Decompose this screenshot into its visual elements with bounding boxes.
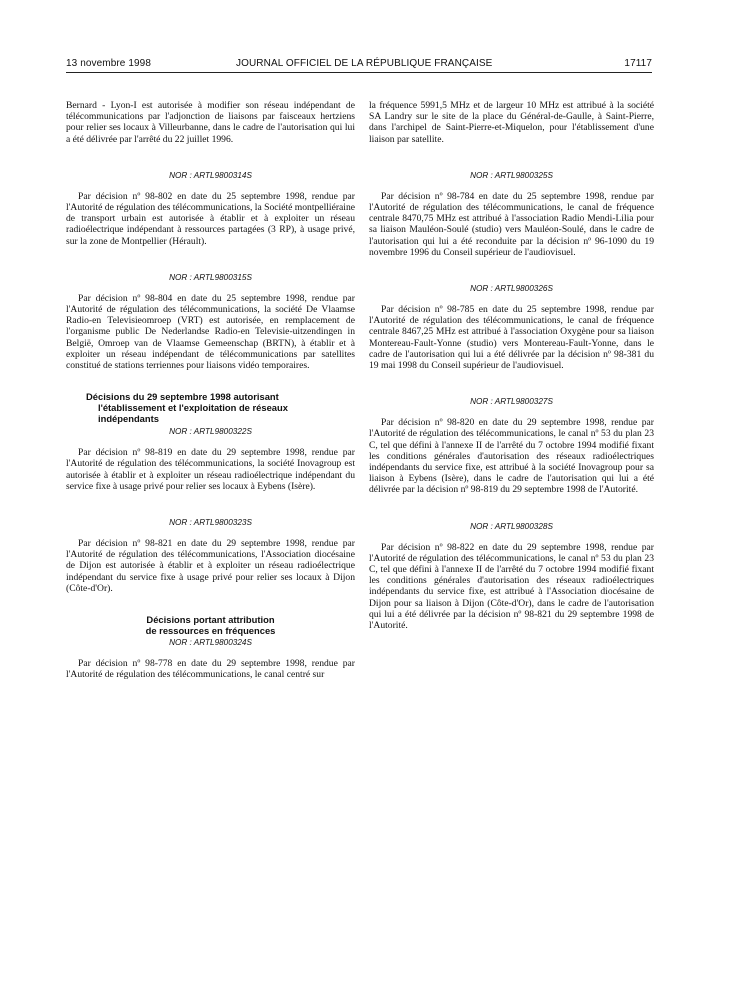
nor-reference: NOR : ARTL9800314S xyxy=(169,170,252,180)
section-heading: Décisions du 29 septembre 1998 autorisant l'établissement et l'exploitation de réseaux indépendants xyxy=(86,391,288,425)
paragraph: la fréquence 5991,5 MHz et de largeur 10 MHz est attribué à la société SA Landry sur le site de la place du Général-de-Gaulle, à Saint-Pierre, dans l'archipel de Saint-Pierre-et-Miquelon, pour l'établissement d'une liaison par satellite. xyxy=(369,100,654,145)
section-heading: Décisions portant attribution de ressources en fréquences xyxy=(145,614,276,637)
nor-reference: NOR : ARTL9800323S xyxy=(169,518,252,528)
nor-reference: NOR : ARTL9800315S xyxy=(169,272,252,282)
paragraph: Par décision nº 98-804 en date du 25 septembre 1998, rendue par l'Autorité de régulation des télécommunications, la société De Vlaamse Radio-en Televisieomroep (VRT) est autorisée, en remplacement de l'organisme public De Nederlandse Radio-en Televisie-uitzendingen in België, Omroep van de Vlaamse Gemeenschap (BRTN), à établir et à exploiter un réseau indépendant de télécommunications par satellites constitué de stations terriennes pour liaisons vidéo temporaires. xyxy=(66,292,355,372)
left-column xyxy=(66,100,355,680)
nor-reference: NOR : ARTL9800322S xyxy=(169,427,252,437)
paragraph: Par décision nº 98-820 en date du 29 septembre 1998, rendue par l'Autorité de régulation des télécommunications, le canal nº 53 du plan 23 C, tel que défini à l'annexe II de l'arrêté du 7 octobre 1994 modifié fixant les conditions générales d'autorisation des réseaux radioélectriques indépendants du service fixe, est attribué à la société Inovagroup pour sa liaison à Eybens (Isère), dans le cadre de l'autorisation qui lui a été délivrée par la décision nº 98-819 du 29 septembre 1998 de l'Autorité. xyxy=(369,417,654,496)
paragraph: Par décision nº 98-821 en date du 29 septembre 1998, rendue par l'Autorité de régulation des télécommunications, l'Association diocésaine de Dijon est autorisée à établir et à exploiter un réseau radioélectrique indépendant du service fixe à usage privé pour relier ses locaux à Dijon (Côte-d'Or). xyxy=(66,538,355,594)
nor-reference: NOR : ARTL9800328S xyxy=(470,521,553,531)
nor-reference: NOR : ARTL9800325S xyxy=(470,170,553,180)
nor-reference: NOR : ARTL9800327S xyxy=(470,397,553,407)
paragraph: Par décision nº 98-784 en date du 25 septembre 1998, rendue par l'Autorité de régulation des télécommunications, le canal de fréquence centrale 8470,75 MHz est attribué à l'association Radio Mendi-Lilia pour sa liaison Mauléon-Soulé (studio) vers Mauléon-Soulé, dans le cadre de l'autorisation qui lui a été reconduite par la décision nº 96-1090 du 19 novembre 1996 du Conseil supérieur de l'audiovisuel. xyxy=(369,190,654,258)
header-rule xyxy=(66,72,652,73)
header-date: 13 novembre 1998 xyxy=(66,58,151,69)
paragraph: Bernard - Lyon-I est autorisée à modifier son réseau indépendant de télécommunications par l'adjonction de liaisons par faisceaux hertziens pour relier ses locaux à Villeurbanne, dans le cadre de l'autorisation qui lui a été délivrée par l'arrêté du 22 juillet 1996. xyxy=(66,100,355,145)
paragraph: Par décision nº 98-822 en date du 29 septembre 1998, rendue par l'Autorité de régulation des télécommunications, le canal nº 53 du plan 23 C, tel que défini à l'annexe II de l'arrêté du 7 octobre 1994 modifié fixant les conditions générales d'autorisation des réseaux radioélectriques indépendants du service fixe, est attribué à l'Association diocésaine de Dijon pour sa liaison à Dijon (Côte-d'Or), dans le cadre de l'autorisation qui lui a été délivrée par la décision nº 98-821 du 29 septembre 1998 de l'Autorité. xyxy=(369,541,654,632)
right-column xyxy=(369,100,654,631)
paragraph: Par décision nº 98-778 en date du 29 septembre 1998, rendue par l'Autorité de régulation des télécommunications, le canal centré sur xyxy=(66,658,355,681)
journal-title: JOURNAL OFFICIEL DE LA RÉPUBLIQUE FRANÇAISE xyxy=(236,58,493,69)
paragraph: Par décision nº 98-785 en date du 25 septembre 1998, rendue par l'Autorité de régulation des télécommunications, le canal de fréquence centrale 8467,25 MHz est attribué à l'association Oxygène pour sa liaison Montereau-Fault-Yonne (studio) vers Montereau-Fault-Yonne, dans le cadre de l'autorisation qui lui a été délivrée par la décision nº 98-381 du 19 mai 1998 du Conseil supérieur de l'audiovisuel. xyxy=(369,304,654,372)
nor-reference: NOR : ARTL9800324S xyxy=(169,638,252,648)
paragraph: Par décision nº 98-819 en date du 29 septembre 1998, rendue par l'Autorité de régulation des télécommunications, la société Inovagroup est autorisée à établir et à exploiter un réseau radioélectrique indépendant du service fixe à usage privé pour relier ses locaux à Eybens (Isère). xyxy=(66,447,355,492)
page-header xyxy=(66,56,652,76)
paragraph: Par décision nº 98-802 en date du 25 septembre 1998, rendue par l'Autorité de régulation des télécommunications, la Société montpelliéraine de transport urbain est autorisée à établir et à exploiter un réseau radioélectrique indépendant à ressources partagées (3 RP), à usage privé, sur la zone de Montpellier (Hérault). xyxy=(66,190,355,247)
page-number: 17117 xyxy=(624,58,652,69)
nor-reference: NOR : ARTL9800326S xyxy=(470,284,553,294)
